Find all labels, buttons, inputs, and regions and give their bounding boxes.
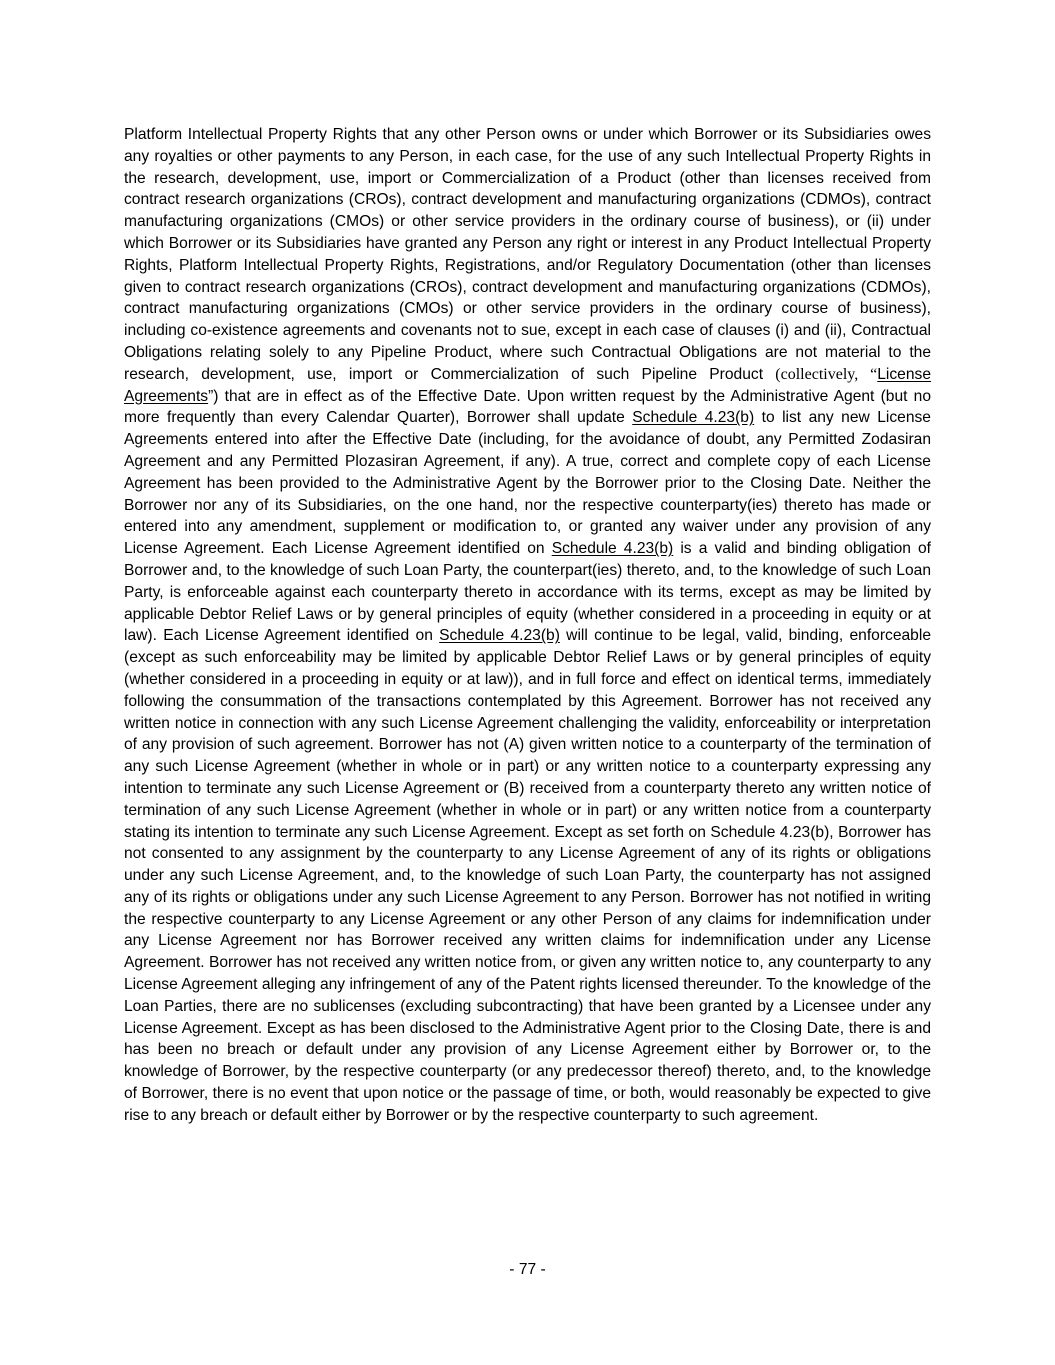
schedule-reference: Schedule 4.23(b) xyxy=(632,409,755,427)
body-paragraph xyxy=(124,124,931,1127)
paragraph-text-4: is a valid and binding obligation of Borrower and, to the knowledge of such Loan Party, the counterpart(ies) thereto, and, to the knowledge of such Loan Party, is enforceable against each counterparty thereto in accordance with its terms, except as may be limited by applicable Debtor Relief Laws or by general principles of equity (whether considered in a proceeding in equity or at law). Each License Agreement identified on xyxy=(124,540,932,645)
collectively-text: (collectively, “ xyxy=(775,365,878,383)
defined-term-license-agreements: License Agreements xyxy=(124,365,931,405)
paragraph-text-5: will continue to be legal, valid, binding, enforceable (except as such enforceability may be limited by applicable Debtor Relief Laws or by general principles of equity (whether considered in a proceeding in equity or at law)), and in full force and effect on identical terms, immediately following the consummation of the transactions contemplated by this Agreement. Borrower has not received any written notice in connection with any such License Agreement challenging the validity, enforceability or interpretation of any provision of such agreement. Borrower has not (A) given written notice to a counterparty of the termination of any such License Agreement (whether in whole or in part) or any written notice to a counterparty expressing any intention to terminate any such License Agreement or (B) received from a counterparty thereto any written notice of termination of any such License Agreement (whether in whole or in part) or any written notice from a counterparty stating its intention to terminate any such License Agreement. Except as set forth on Schedule 4.23(b), Borrower has not consented to any assignment by the counterparty to any License Agreement of any of its rights or obligations under any such License Agreement, and, to the knowledge of such Loan Party, the counterparty has not assigned any of its rights or obligations under any such License Agreement to any Person. Borrower has not notified in writing the respective counterparty to any License Agreement or any other Person of any claims for indemnification under any License Agreement nor has Borrower received any written claims for indemnification under any License Agreement. Borrower has not received any written notice from, or given any written notice to, any counterparty to any License Agreement alleging any infringement of any of the Patent rights licensed thereunder. To the knowledge of the Loan Parties, there are no sublicenses (excluding subcontracting) that have been granted by a Licensee under any License Agreement. Except as has been disclosed to the Administrative Agent prior to the Closing Date, there is and has been no breach or default under any provision of any License Agreement either by Borrower or, to the knowledge of Borrower, by the respective counterparty (or any predecessor thereof) thereto, and, to the knowledge of Borrower, there is no event that upon notice or the passage of time, or both, would reasonably be expected to give rise to any breach or default either by Borrower or by the respective counterparty to such agreement. xyxy=(124,627,931,1124)
schedule-reference: Schedule 4.23(b) xyxy=(551,540,674,558)
paragraph-text-1: Platform Intellectual Property Rights that any other Person owns or under which Borrower or its Subsidiaries owes any royalties or other payments to any Person, in each case, for the use of any such Intellectual Property Rights in the research, development, use, import or Commercialization of a Product (other than licenses received from contract research organizations (CROs), contract development and manufacturing organizations (CDMOs), contract manufacturing organizations (CMOs) or other service providers in the ordinary course of business), or (ii) under which Borrower or its Subsidiaries have granted any Person any right or interest in any Product Intellectual Property Rights, Platform Intellectual Property Rights, Registrations, and/or Regulatory Documentation (other than licenses given to contract research organizations (CROs), contract development and manufacturing organizations (CDMOs), contract manufacturing organizations (CMOs) or other service providers in the ordinary course of business), including co-existence agreements and covenants not to sue, except in each case of clauses (i) and (ii), Contractual Obligations relating solely to any Pipeline Product, where such Contractual Obligations are not material to the research, development, use, import or Commercialization of such Pipeline Product xyxy=(124,126,931,383)
schedule-reference: Schedule 4.23(b) xyxy=(439,627,560,645)
paragraph-text-3: to list any new License Agreements entered into after the Effective Date (including, for the avoidance of doubt, any Permitted Zodasiran Agreement and any Permitted Plozasiran Agreement, if any). A true, correct and complete copy of each License Agreement has been provided to the Administrative Agent by the Borrower prior to the Closing Date. Neither the Borrower nor any of its Subsidiaries, on the one hand, nor the respective counterparty(ies) thereto has made or entered into any amendment, supplement or modification to, or granted any waiver under any provision of any License Agreement. Each License Agreement identified on xyxy=(124,409,931,558)
paragraph-text-2: ”) that are in effect as of the Effective Date. Upon written request by the Administrative Agent (but no more frequently than every Calendar Quarter), Borrower shall update xyxy=(124,387,931,427)
page-number: - 77 - xyxy=(509,1261,546,1278)
